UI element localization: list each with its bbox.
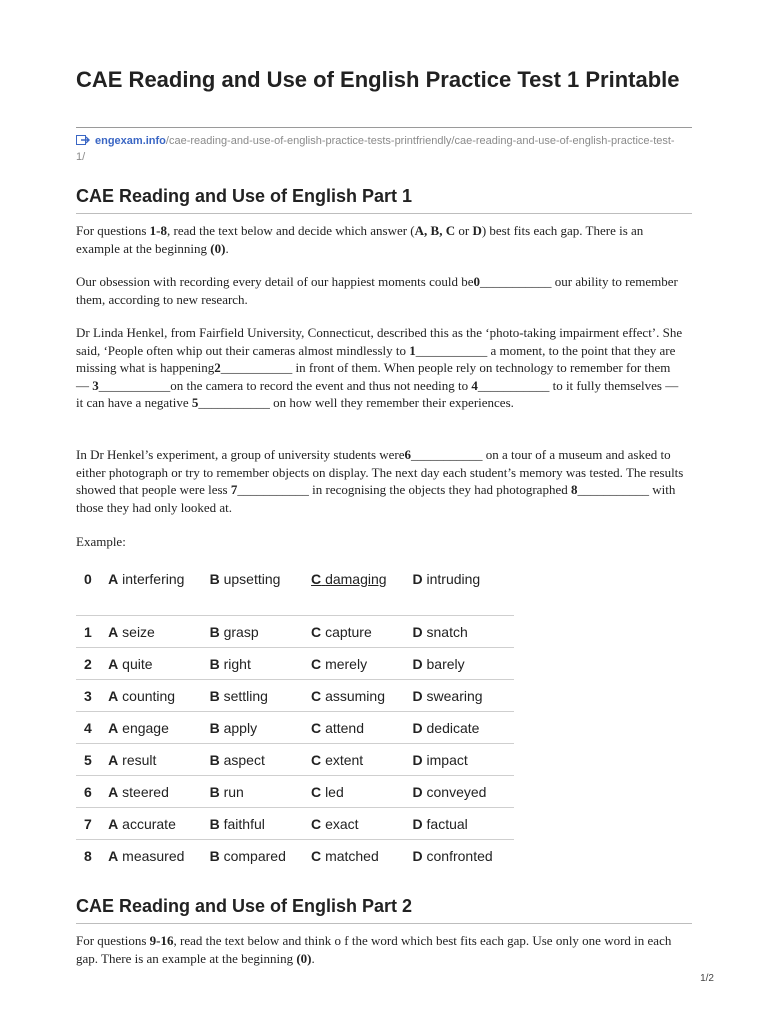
source-path[interactable]: /cae-reading-and-use-of-english-practice-tests-printfriendly/cae-reading-and-use-of-english-practice-test-1/ xyxy=(76,135,675,163)
option-b xyxy=(210,562,311,616)
question-number: 7 xyxy=(76,808,108,840)
option-letter: B xyxy=(209,816,220,832)
option-letter: B xyxy=(209,624,220,640)
option-word: assuming xyxy=(325,688,385,704)
option-letter: B xyxy=(209,571,220,587)
option-word: engage xyxy=(122,720,169,736)
option-word: counting xyxy=(122,688,176,704)
option-word: interfering xyxy=(122,571,185,587)
option-word: swearing xyxy=(426,688,483,704)
option-word: measured xyxy=(122,848,185,864)
option-letter: D xyxy=(412,848,423,864)
option-word: quite xyxy=(122,656,153,672)
option-word: right xyxy=(223,656,251,672)
option-word: aspect xyxy=(223,752,265,768)
option-word: accurate xyxy=(122,816,176,832)
part1-instructions: For questions 1-8, read the text below and decide which answer (A, B, C or D) best fits each gap. There is an example at the beginning (0). xyxy=(76,223,644,256)
option-word: faithful xyxy=(223,816,265,832)
option-word: upsetting xyxy=(223,571,281,587)
option-c xyxy=(311,840,412,872)
option-word: confronted xyxy=(426,848,493,864)
option-letter: C xyxy=(311,816,322,832)
option-word: steered xyxy=(122,784,169,800)
part1-heading: CAE Reading and Use of English Part 1 xyxy=(76,186,413,206)
option-b xyxy=(210,840,311,872)
option-letter: A xyxy=(108,571,119,587)
option-b xyxy=(210,680,311,712)
option-word: conveyed xyxy=(426,784,487,800)
option-word: settling xyxy=(223,688,268,704)
option-d xyxy=(413,648,515,680)
option-row-3 xyxy=(76,680,514,712)
question-number: 6 xyxy=(76,776,108,808)
option-b xyxy=(210,744,311,776)
option-c xyxy=(311,616,412,648)
option-word: run xyxy=(223,784,244,800)
option-word: led xyxy=(325,784,344,800)
option-b xyxy=(210,776,311,808)
option-letter: C xyxy=(311,688,322,704)
option-word: barely xyxy=(426,656,465,672)
option-letter: D xyxy=(412,752,423,768)
option-word: compared xyxy=(223,848,286,864)
option-word: merely xyxy=(325,656,368,672)
option-b xyxy=(210,616,311,648)
option-letter: B xyxy=(209,784,220,800)
option-word: capture xyxy=(325,624,372,640)
option-a xyxy=(108,648,209,680)
question-number: 8 xyxy=(84,848,92,864)
question-number: 1 xyxy=(76,616,108,648)
option-letter: C xyxy=(311,571,322,587)
option-letter: A xyxy=(108,720,119,736)
option-letter: D xyxy=(412,656,423,672)
page-number: 1/2 xyxy=(700,973,714,984)
option-letter: B xyxy=(209,720,220,736)
part2-instructions: For questions 9-16, read the text below and think o f the word which best fits each gap. Use only one word in each gap. There is an example at the beginning (0). xyxy=(76,933,672,966)
option-letter: C xyxy=(311,624,322,640)
option-word: factual xyxy=(426,816,468,832)
passage-paragraph-3: In Dr Henkel’s experiment, a group of university students were6___________ on a tour of a museum and asked to either photograph or try to remember objects on display. The next day each student’s memory was tested. The results showed that people were less 7___________ in recognising the objects they had photographed 8___________ with those they had only looked at. xyxy=(76,447,684,515)
example-label: Example: xyxy=(76,534,126,549)
option-row-0 xyxy=(76,562,514,616)
option-word: exact xyxy=(325,816,359,832)
option-word: matched xyxy=(325,848,379,864)
option-d xyxy=(413,744,515,776)
option-c xyxy=(311,808,412,840)
option-word: damaging xyxy=(325,571,387,587)
option-letter: C xyxy=(311,656,322,672)
option-row-1 xyxy=(76,616,514,648)
option-word: intruding xyxy=(426,571,481,587)
option-letter: A xyxy=(108,688,119,704)
option-c xyxy=(311,744,412,776)
option-row-4 xyxy=(76,712,514,744)
option-letter: D xyxy=(412,784,423,800)
option-word: seize xyxy=(122,624,155,640)
option-word: grasp xyxy=(223,624,259,640)
option-d xyxy=(413,840,515,872)
answer-options-table xyxy=(76,562,514,871)
option-letter: D xyxy=(412,571,423,587)
source-url[interactable] xyxy=(76,133,676,165)
option-a xyxy=(108,712,209,744)
title-divider xyxy=(76,127,692,128)
option-c xyxy=(311,648,412,680)
question-number: 3 xyxy=(76,680,108,712)
option-row-8 xyxy=(76,840,514,872)
option-word: apply xyxy=(223,720,258,736)
option-d xyxy=(413,776,515,808)
option-c xyxy=(311,680,412,712)
option-d xyxy=(413,616,515,648)
option-letter: C xyxy=(311,784,322,800)
option-c xyxy=(311,712,412,744)
page-title: CAE Reading and Use of English Practice Test 1 Printable xyxy=(76,67,680,92)
question-number: 4 xyxy=(76,712,108,744)
option-b xyxy=(210,808,311,840)
option-b xyxy=(210,648,311,680)
option-letter: A xyxy=(108,752,119,768)
option-d xyxy=(413,562,515,616)
option-letter: B xyxy=(209,656,220,672)
option-c xyxy=(311,776,412,808)
option-d xyxy=(413,808,515,840)
part2-heading: CAE Reading and Use of English Part 2 xyxy=(76,896,413,916)
option-row-7 xyxy=(76,808,514,840)
option-row-2 xyxy=(76,648,514,680)
option-word: impact xyxy=(426,752,468,768)
option-letter: A xyxy=(108,624,119,640)
option-a xyxy=(108,744,209,776)
question-number: 5 xyxy=(76,744,108,776)
option-letter: D xyxy=(412,624,423,640)
option-d xyxy=(413,680,515,712)
option-a xyxy=(108,616,209,648)
option-a xyxy=(108,680,209,712)
option-letter: D xyxy=(412,688,423,704)
option-word: result xyxy=(122,752,157,768)
option-letter: A xyxy=(108,848,119,864)
option-a xyxy=(108,808,209,840)
option-row-5 xyxy=(76,744,514,776)
option-word: snatch xyxy=(426,624,468,640)
option-letter: A xyxy=(108,656,119,672)
option-word: attend xyxy=(325,720,364,736)
option-letter: C xyxy=(311,848,322,864)
part2-divider xyxy=(76,923,692,924)
option-d xyxy=(413,712,515,744)
link-icon xyxy=(76,135,90,145)
option-letter: B xyxy=(209,688,220,704)
option-b xyxy=(210,712,311,744)
option-word: extent xyxy=(325,752,364,768)
option-letter: A xyxy=(108,784,119,800)
option-letter: C xyxy=(311,752,322,768)
source-host[interactable]: engexam.info xyxy=(95,135,166,147)
option-a xyxy=(108,776,209,808)
option-letter: D xyxy=(412,816,423,832)
question-number: 2 xyxy=(76,648,108,680)
passage-paragraph-1: Our obsession with recording every detail of our happiest moments could be0___________ our ability to remember them, according to new research. xyxy=(76,274,678,307)
option-letter: B xyxy=(209,752,220,768)
option-letter: A xyxy=(108,816,119,832)
option-a xyxy=(108,562,209,616)
option-row-6 xyxy=(76,776,514,808)
option-letter: C xyxy=(311,720,322,736)
option-a xyxy=(108,840,209,872)
option-letter: B xyxy=(209,848,220,864)
question-number: 0 xyxy=(76,562,108,616)
part1-divider xyxy=(76,213,692,214)
option-letter: D xyxy=(412,720,423,736)
option-word: dedicate xyxy=(426,720,480,736)
passage-paragraph-2: Dr Linda Henkel, from Fairfield University, Connecticut, described this as the ‘photo-taking impairment effect’. She said, ‘People often whip out their cameras almost mindlessly to 1___________ a moment, to the point that they are missing what is happening2___________ in front of them. When people rely on technology to remember for them — 3___________on the camera to record the event and thus not needing to 4___________ to it fully themselves — it can have a negative 5___________ on how well they remember their experiences. xyxy=(76,325,683,410)
option-c xyxy=(311,562,412,616)
